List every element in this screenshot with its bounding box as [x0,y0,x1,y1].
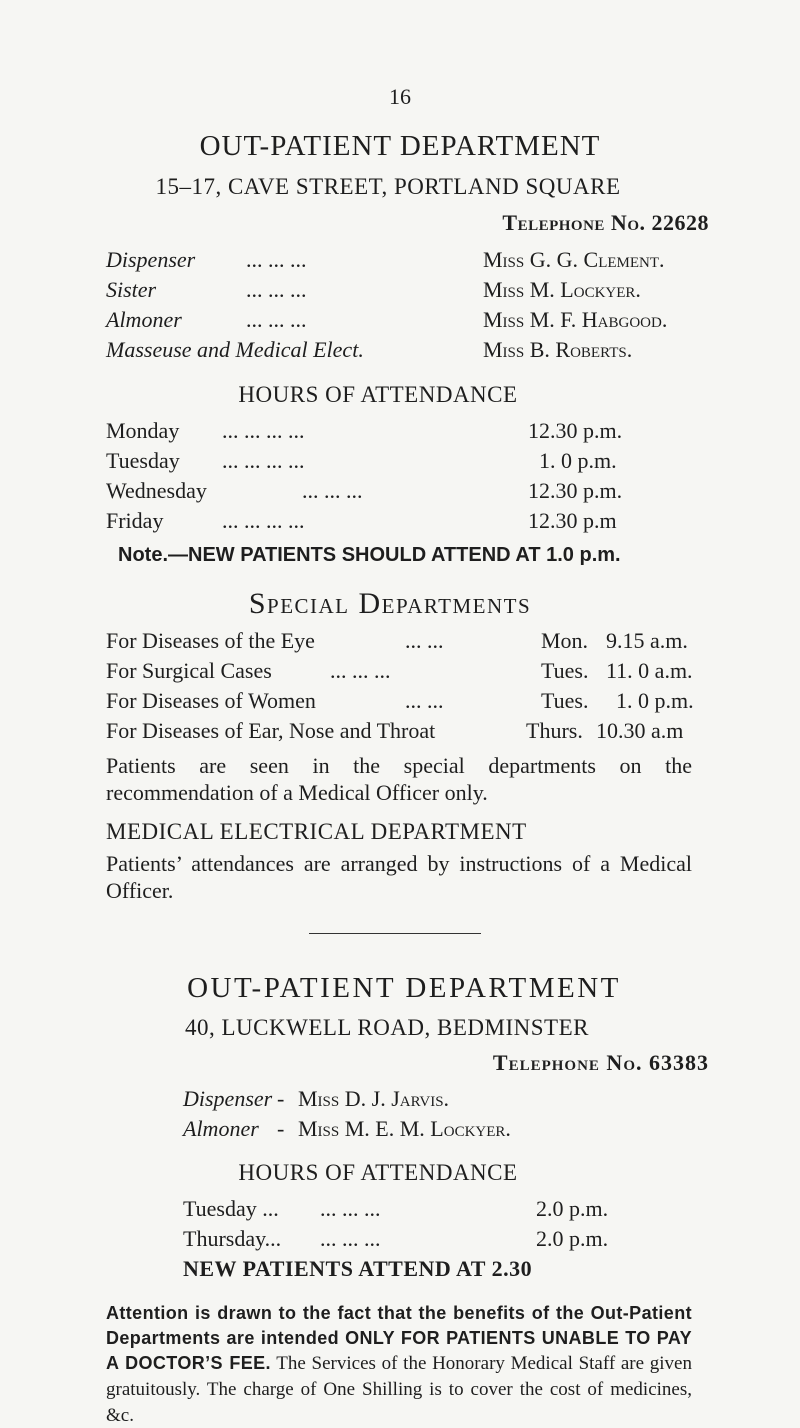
hours-dots: ... ... ... ... [222,508,305,533]
staff-role: Dispenser [183,1086,273,1111]
staff-role: Almoner [183,1116,259,1141]
hours-time: 1. 0 p.m. [539,448,617,473]
hours-dots: ... ... ... [320,1226,381,1251]
staff-role: Almoner [106,307,182,332]
section2-telephone: Telephone No. 63383 [492,1050,709,1075]
staff-name: Miss D. J. Jarvis. [298,1086,450,1111]
staff-role: Dispenser [106,247,196,272]
hours-time: 2.0 p.m. [536,1226,609,1251]
special-day: Tues. [541,658,589,683]
hours-time: 12.30 p.m. [528,478,623,503]
section1-hours-heading: HOURS OF ATTENDANCE [238,382,518,407]
special-note: Patients are seen in the special departments on the recommendation of a Medical Officer only. [106,753,692,805]
hours-day: Thursday... [183,1226,282,1251]
attention-paragraph [106,1300,692,1428]
hours-day: Friday [106,508,164,533]
hours-day: Wednesday [106,478,207,503]
attention-bold: Attention is drawn to the fact that the benefits of the Out-Patient Departments are intended ONLY FOR PATIENTS UNABLE TO PAY A DOCTOR’S FEE. [106,1303,692,1373]
special-departments-heading: Special Departments [248,587,532,620]
attention-normal: The Services of the Honorary Medical Staff are given gratuitously. The charge of One Shilling is to cover the cost of medicines, &c. [106,1353,692,1426]
hours-dots: ... ... ... ... [222,418,305,443]
staff-dash: - [277,1086,285,1111]
section2-title: OUT-PATIENT DEPARTMENT [187,972,621,1004]
hours-day: Tuesday ... [183,1196,279,1221]
special-time: 1. 0 p.m. [616,688,694,713]
hours-time: 2.0 p.m. [536,1196,609,1221]
hours-time: 12.30 p.m [528,508,617,533]
hours-dots: ... ... ... ... [222,448,305,473]
hours-dots: ... ... ... [320,1196,381,1221]
divider-rule [309,933,481,934]
hours-day: Tuesday [106,448,180,473]
staff-name: Miss G. G. Clement. [483,247,665,272]
section1-note: Note.—NEW PATIENTS SHOULD ATTEND AT 1.0 p.m. [118,544,621,566]
special-time: 11. 0 a.m. [606,658,693,683]
special-day: Mon. [541,628,589,653]
staff-name: Miss B. Roberts. [483,337,633,362]
staff-name: Miss M. F. Habgood. [483,307,668,332]
special-label: For Diseases of the Eye [106,628,315,653]
special-day: Tues. [541,688,589,713]
special-label: For Diseases of Women [106,688,316,713]
electrical-heading: MEDICAL ELECTRICAL DEPARTMENT [106,819,527,844]
page-number: 16 [389,84,411,109]
special-time: 9.15 a.m. [606,628,688,653]
special-time: 10.30 a.m [596,718,684,743]
staff-dots: ... ... ... [246,277,307,302]
hours-dots: ... ... ... [302,478,363,503]
special-dots: ... ... [405,628,444,653]
electrical-text: Patients’ attendances are arranged by instructions of a Medical Officer. [106,851,692,903]
staff-name: Miss M. E. M. Lockyer. [298,1116,511,1141]
section1-title: OUT-PATIENT DEPARTMENT [199,130,601,162]
hours-time: 12.30 p.m. [528,418,623,443]
staff-dash: - [277,1116,285,1141]
staff-dots: ... ... ... [246,307,307,332]
section1-telephone: Telephone No. 22628 [502,210,709,235]
special-dots: ... ... ... [330,658,391,683]
staff-dots: ... ... ... [246,247,307,272]
section1-address: 15–17, CAVE STREET, PORTLAND SQUARE [155,174,621,199]
special-dots: ... ... [405,688,444,713]
section2-new-patients: NEW PATIENTS ATTEND AT 2.30 [183,1256,533,1281]
special-day: Thurs. [526,718,583,743]
section2-address: 40, LUCKWELL ROAD, BEDMINSTER [185,1015,589,1040]
staff-name: Miss M. Lockyer. [483,277,641,302]
hours-day: Monday [106,418,180,443]
special-label: For Diseases of Ear, Nose and Throat [106,718,436,743]
special-label: For Surgical Cases [106,658,272,683]
staff-role: Sister [106,277,157,302]
staff-role: Masseuse and Medical Elect. [106,337,364,362]
section2-hours-heading: HOURS OF ATTENDANCE [238,1160,518,1185]
